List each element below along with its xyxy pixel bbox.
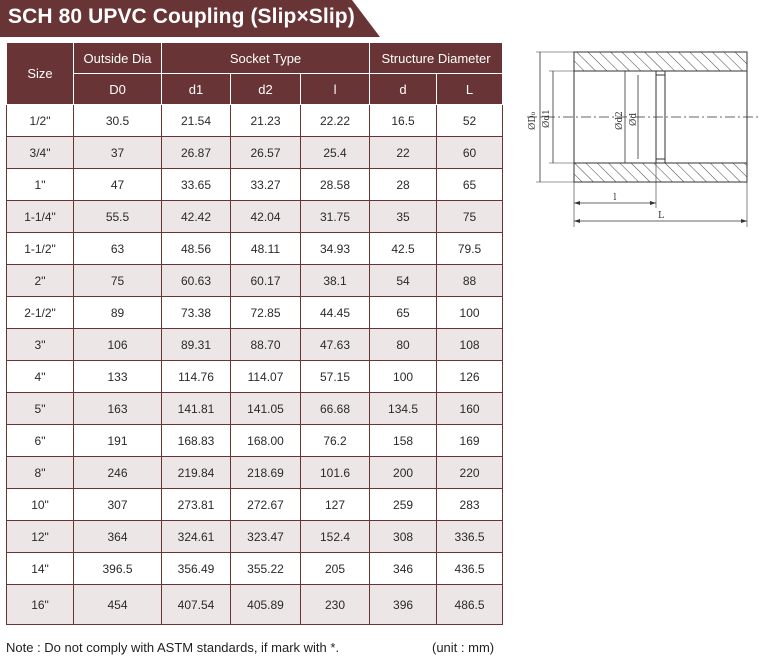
cell-outside-dia-d0: 75 xyxy=(74,265,162,297)
cell-structure-length: 283 xyxy=(437,489,503,521)
cell-socket-d1: 60.63 xyxy=(162,265,231,297)
cell-size: 8" xyxy=(7,457,74,489)
cell-socket-d2: 72.85 xyxy=(231,297,301,329)
cell-outside-dia-d0: 47 xyxy=(74,169,162,201)
coupling-diagram xyxy=(525,46,761,236)
table-row xyxy=(7,393,503,425)
cell-socket-d2: 48.11 xyxy=(231,233,301,265)
cell-structure-d: 16.5 xyxy=(370,105,437,137)
cell-socket-length: 31.75 xyxy=(301,201,370,233)
cell-size: 10" xyxy=(7,489,74,521)
cell-outside-dia-d0: 163 xyxy=(74,393,162,425)
cell-socket-d1: 324.61 xyxy=(162,521,231,553)
cell-socket-d2: 405.89 xyxy=(231,585,301,625)
cell-socket-d1: 21.54 xyxy=(162,105,231,137)
cell-outside-dia-d0: 307 xyxy=(74,489,162,521)
header-socket-type: Socket Type xyxy=(162,43,370,74)
table-row xyxy=(7,329,503,361)
unit-label: (unit : mm) xyxy=(432,640,495,655)
cell-socket-d1: 26.87 xyxy=(162,137,231,169)
bottom-wall-section xyxy=(574,163,747,182)
cell-size: 14" xyxy=(7,553,74,585)
cell-socket-d1: 114.76 xyxy=(162,361,231,393)
subheader-d1: d1 xyxy=(162,74,231,105)
cell-size: 12" xyxy=(7,521,74,553)
cell-structure-d: 396 xyxy=(370,585,437,625)
cell-size: 5" xyxy=(7,393,74,425)
L-arrow-right xyxy=(741,219,747,223)
label-d1: Ød1 xyxy=(542,109,552,128)
cell-socket-length: 28.58 xyxy=(301,169,370,201)
cell-structure-length: 108 xyxy=(437,329,503,361)
cell-size: 2-1/2" xyxy=(7,297,74,329)
cell-outside-dia-d0: 106 xyxy=(74,329,162,361)
table-row xyxy=(7,521,503,553)
cell-size: 3/4" xyxy=(7,137,74,169)
label-l: l xyxy=(613,193,617,203)
cell-structure-length: 60 xyxy=(437,137,503,169)
subheader-d: d xyxy=(370,74,437,105)
label-L: L xyxy=(658,211,664,221)
cell-socket-d2: 26.57 xyxy=(231,137,301,169)
cell-socket-length: 38.1 xyxy=(301,265,370,297)
socket-step-bottom xyxy=(574,159,665,163)
subheader-d2: d2 xyxy=(231,74,301,105)
table-row xyxy=(7,489,503,521)
cell-socket-d1: 141.81 xyxy=(162,393,231,425)
table-row xyxy=(7,297,503,329)
cell-structure-d: 80 xyxy=(370,329,437,361)
header-structure-diameter: Structure Diameter xyxy=(370,43,503,74)
cell-socket-d2: 272.67 xyxy=(231,489,301,521)
label-d0: ØD₀ xyxy=(528,111,538,130)
cell-size: 1/2" xyxy=(7,105,74,137)
cell-structure-length: 88 xyxy=(437,265,503,297)
cell-socket-d1: 48.56 xyxy=(162,233,231,265)
cell-socket-length: 205 xyxy=(301,553,370,585)
table-row xyxy=(7,425,503,457)
cell-structure-length: 169 xyxy=(437,425,503,457)
table-row xyxy=(7,201,503,233)
L-arrow-left xyxy=(574,219,580,223)
table-row xyxy=(7,105,503,137)
cell-socket-length: 230 xyxy=(301,585,370,625)
cell-socket-d1: 219.84 xyxy=(162,457,231,489)
label-d: Ød xyxy=(629,112,639,126)
cell-socket-length: 57.15 xyxy=(301,361,370,393)
cell-socket-length: 25.4 xyxy=(301,137,370,169)
cell-structure-d: 65 xyxy=(370,297,437,329)
cell-socket-d2: 88.70 xyxy=(231,329,301,361)
header-outside-dia: Outside Dia xyxy=(74,43,162,74)
title-banner xyxy=(0,0,380,37)
cell-socket-d2: 60.17 xyxy=(231,265,301,297)
cell-socket-length: 66.68 xyxy=(301,393,370,425)
cell-structure-length: 52 xyxy=(437,105,503,137)
cell-structure-d: 54 xyxy=(370,265,437,297)
label-d2: Ød2 xyxy=(615,111,625,130)
cell-structure-length: 65 xyxy=(437,169,503,201)
cell-size: 1" xyxy=(7,169,74,201)
cell-socket-length: 47.63 xyxy=(301,329,370,361)
socket-step-top xyxy=(574,71,665,75)
cell-socket-d2: 355.22 xyxy=(231,553,301,585)
cell-socket-d1: 73.38 xyxy=(162,297,231,329)
cell-structure-length: 336.5 xyxy=(437,521,503,553)
cell-outside-dia-d0: 63 xyxy=(74,233,162,265)
cell-size: 1-1/4" xyxy=(7,201,74,233)
table-row xyxy=(7,585,503,625)
cell-size: 6" xyxy=(7,425,74,457)
cell-structure-length: 220 xyxy=(437,457,503,489)
cell-socket-length: 152.4 xyxy=(301,521,370,553)
cell-outside-dia-d0: 55.5 xyxy=(74,201,162,233)
subheader-socket-length: l xyxy=(301,74,370,105)
cell-size: 2" xyxy=(7,265,74,297)
cell-socket-length: 22.22 xyxy=(301,105,370,137)
cell-outside-dia-d0: 246 xyxy=(74,457,162,489)
l-arrow-right xyxy=(650,201,656,205)
table-row xyxy=(7,265,503,297)
cell-outside-dia-d0: 191 xyxy=(74,425,162,457)
cell-socket-length: 127 xyxy=(301,489,370,521)
cell-socket-d2: 323.47 xyxy=(231,521,301,553)
table-row xyxy=(7,137,503,169)
cell-socket-d1: 273.81 xyxy=(162,489,231,521)
header-size: Size xyxy=(7,43,74,105)
cell-structure-length: 100 xyxy=(437,297,503,329)
cell-size: 1-1/2" xyxy=(7,233,74,265)
subheader-d0: D0 xyxy=(74,74,162,105)
cell-structure-d: 35 xyxy=(370,201,437,233)
cell-socket-d2: 218.69 xyxy=(231,457,301,489)
cell-structure-length: 160 xyxy=(437,393,503,425)
cell-structure-d: 158 xyxy=(370,425,437,457)
cell-socket-d2: 21.23 xyxy=(231,105,301,137)
table-row xyxy=(7,361,503,393)
cell-structure-d: 22 xyxy=(370,137,437,169)
cell-outside-dia-d0: 89 xyxy=(74,297,162,329)
cell-structure-d: 28 xyxy=(370,169,437,201)
cell-size: 4" xyxy=(7,361,74,393)
cell-structure-d: 42.5 xyxy=(370,233,437,265)
cell-structure-length: 486.5 xyxy=(437,585,503,625)
page-title: SCH 80 UPVC Coupling (Slip×Slip) xyxy=(8,5,355,28)
cell-structure-length: 436.5 xyxy=(437,553,503,585)
cell-outside-dia-d0: 37 xyxy=(74,137,162,169)
cell-socket-length: 34.93 xyxy=(301,233,370,265)
cell-socket-d2: 42.04 xyxy=(231,201,301,233)
cell-structure-d: 308 xyxy=(370,521,437,553)
cell-size: 3" xyxy=(7,329,74,361)
cell-structure-d: 259 xyxy=(370,489,437,521)
cell-socket-d1: 407.54 xyxy=(162,585,231,625)
table-row xyxy=(7,169,503,201)
cell-structure-length: 126 xyxy=(437,361,503,393)
cell-socket-length: 76.2 xyxy=(301,425,370,457)
cell-socket-d2: 114.07 xyxy=(231,361,301,393)
cell-outside-dia-d0: 364 xyxy=(74,521,162,553)
cell-structure-d: 100 xyxy=(370,361,437,393)
spec-table xyxy=(6,42,503,625)
cell-outside-dia-d0: 30.5 xyxy=(74,105,162,137)
l-arrow-left xyxy=(574,201,580,205)
subheader-length: L xyxy=(437,74,503,105)
cell-structure-d: 200 xyxy=(370,457,437,489)
table-row xyxy=(7,233,503,265)
cell-socket-d1: 356.49 xyxy=(162,553,231,585)
table-row xyxy=(7,457,503,489)
cell-socket-d2: 141.05 xyxy=(231,393,301,425)
cell-socket-d1: 168.83 xyxy=(162,425,231,457)
spec-table-body xyxy=(7,105,503,625)
cell-socket-d2: 33.27 xyxy=(231,169,301,201)
footnote: Note : Do not comply with ASTM standards, if mark with *. xyxy=(6,640,340,655)
cell-structure-d: 134.5 xyxy=(370,393,437,425)
cell-socket-length: 44.45 xyxy=(301,297,370,329)
cell-outside-dia-d0: 133 xyxy=(74,361,162,393)
cell-structure-d: 346 xyxy=(370,553,437,585)
cell-socket-d1: 42.42 xyxy=(162,201,231,233)
cell-socket-length: 101.6 xyxy=(301,457,370,489)
cell-structure-length: 79.5 xyxy=(437,233,503,265)
top-wall-section xyxy=(574,52,747,71)
cell-socket-d1: 89.31 xyxy=(162,329,231,361)
cell-structure-length: 75 xyxy=(437,201,503,233)
cell-outside-dia-d0: 396.5 xyxy=(74,553,162,585)
cell-outside-dia-d0: 454 xyxy=(74,585,162,625)
cell-socket-d1: 33.65 xyxy=(162,169,231,201)
table-row xyxy=(7,553,503,585)
cell-size: 16" xyxy=(7,585,74,625)
cell-socket-d2: 168.00 xyxy=(231,425,301,457)
